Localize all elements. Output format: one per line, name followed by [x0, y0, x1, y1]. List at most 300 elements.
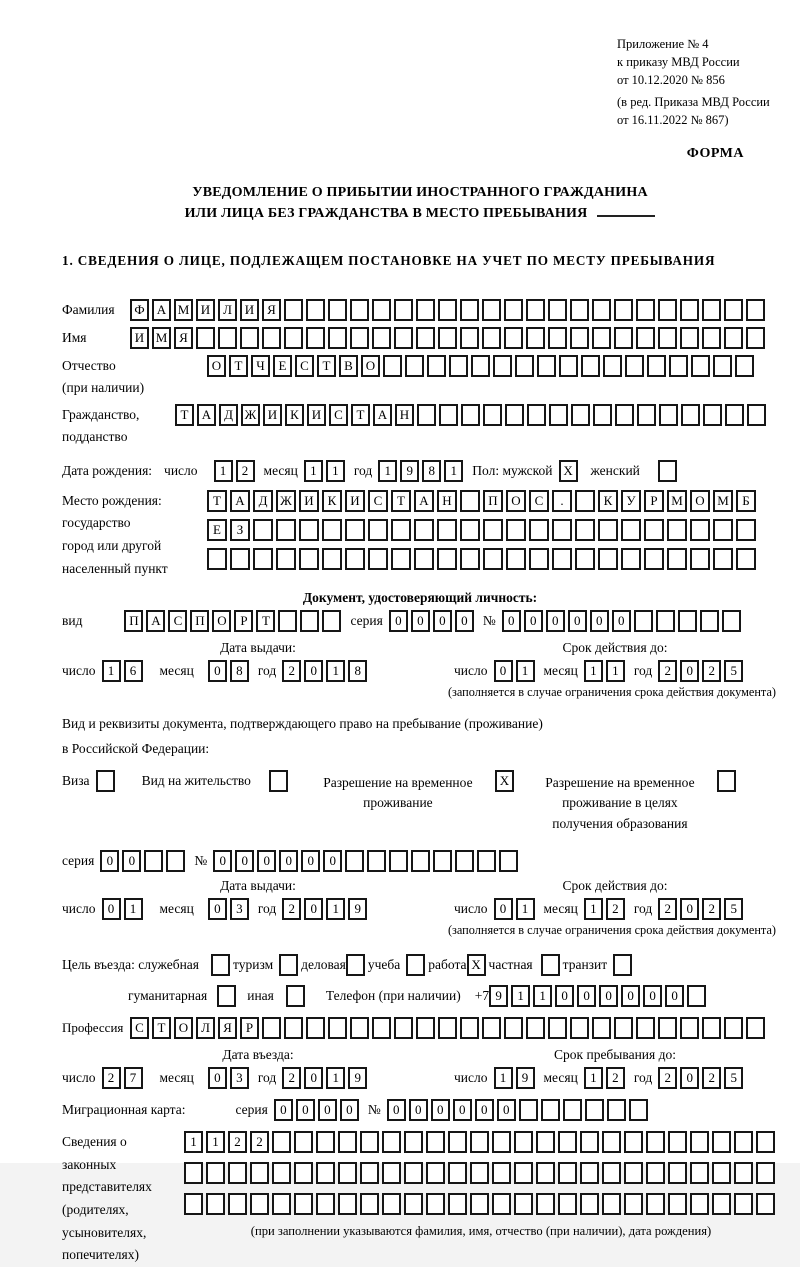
cell[interactable] [448, 1193, 467, 1215]
cell[interactable] [228, 1162, 247, 1184]
cell[interactable]: А [197, 404, 216, 426]
cell[interactable]: Е [273, 355, 292, 377]
cell[interactable] [614, 327, 633, 349]
cell[interactable]: 2 [282, 660, 301, 682]
profession-cells[interactable] [130, 1017, 768, 1039]
cell[interactable]: О [207, 355, 226, 377]
cell[interactable] [338, 1193, 357, 1215]
cell[interactable] [680, 299, 699, 321]
cell[interactable] [659, 404, 678, 426]
cell[interactable]: Е [207, 519, 227, 541]
cell[interactable] [316, 1162, 335, 1184]
cell[interactable] [563, 1099, 582, 1121]
cell[interactable]: 9 [400, 460, 419, 482]
cell[interactable] [724, 327, 743, 349]
resid-valid-month[interactable] [584, 898, 628, 920]
residence-permit-checkbox[interactable] [269, 770, 291, 792]
cell[interactable] [602, 1193, 621, 1215]
cell[interactable]: П [483, 490, 503, 512]
cell[interactable] [471, 355, 490, 377]
cell[interactable] [634, 610, 653, 632]
cell[interactable] [96, 770, 115, 792]
cell[interactable] [526, 299, 545, 321]
resid-valid-year[interactable] [658, 898, 746, 920]
cell[interactable] [322, 548, 342, 570]
cell[interactable] [668, 1193, 687, 1215]
cell[interactable] [636, 1017, 655, 1039]
cell[interactable]: 8 [348, 660, 367, 682]
cell[interactable] [372, 1017, 391, 1039]
cell[interactable] [552, 548, 572, 570]
cell[interactable]: А [146, 610, 165, 632]
cell[interactable] [644, 548, 664, 570]
cell[interactable] [196, 327, 215, 349]
cell[interactable]: X [467, 954, 486, 976]
cell[interactable]: 0 [274, 1099, 293, 1121]
legal-reps-row-1[interactable] [184, 1131, 778, 1153]
cell[interactable]: 0 [257, 850, 276, 872]
cell[interactable] [656, 610, 675, 632]
cell[interactable] [492, 1131, 511, 1153]
cell[interactable] [712, 1162, 731, 1184]
cell[interactable] [570, 299, 589, 321]
cell[interactable] [382, 1193, 401, 1215]
cell[interactable] [526, 327, 545, 349]
purpose-tourism-checkbox[interactable] [279, 954, 301, 976]
cell[interactable]: 2 [702, 1067, 721, 1089]
cell[interactable]: 0 [612, 610, 631, 632]
cell[interactable] [700, 610, 719, 632]
cell[interactable] [549, 404, 568, 426]
cell[interactable] [712, 1131, 731, 1153]
cell[interactable] [602, 1162, 621, 1184]
cell[interactable] [636, 299, 655, 321]
cell[interactable]: 5 [724, 1067, 743, 1089]
cell[interactable] [559, 355, 578, 377]
cell[interactable] [735, 355, 754, 377]
cell[interactable] [438, 1017, 457, 1039]
cell[interactable] [499, 850, 518, 872]
cell[interactable] [756, 1162, 775, 1184]
cell[interactable] [338, 1162, 357, 1184]
resid-issue-month[interactable] [208, 898, 252, 920]
cell[interactable] [218, 327, 237, 349]
cell[interactable]: Ж [276, 490, 296, 512]
cell[interactable] [404, 1131, 423, 1153]
cell[interactable]: Н [437, 490, 457, 512]
cell[interactable]: 0 [431, 1099, 450, 1121]
cell[interactable]: Б [736, 490, 756, 512]
cell[interactable] [406, 954, 425, 976]
cell[interactable] [702, 299, 721, 321]
cell[interactable] [725, 404, 744, 426]
cell[interactable]: 2 [102, 1067, 121, 1089]
cell[interactable] [306, 1017, 325, 1039]
cell[interactable]: 0 [590, 610, 609, 632]
cell[interactable]: 0 [387, 1099, 406, 1121]
cell[interactable]: М [152, 327, 171, 349]
cell[interactable] [734, 1131, 753, 1153]
cell[interactable]: С [130, 1017, 149, 1039]
cell[interactable] [548, 1017, 567, 1039]
cell[interactable]: 0 [389, 610, 408, 632]
cell[interactable]: О [506, 490, 526, 512]
cell[interactable] [286, 985, 305, 1007]
cell[interactable]: Т [317, 355, 336, 377]
cell[interactable]: 2 [282, 898, 301, 920]
cell[interactable] [690, 1131, 709, 1153]
birth-month-cells[interactable] [304, 460, 348, 482]
cell[interactable] [575, 490, 595, 512]
doc-valid-month[interactable] [584, 660, 628, 682]
doc-valid-year[interactable] [658, 660, 746, 682]
cell[interactable] [505, 404, 524, 426]
cell[interactable] [615, 404, 634, 426]
cell[interactable] [460, 299, 479, 321]
cell[interactable] [460, 327, 479, 349]
cell[interactable] [519, 1099, 538, 1121]
cell[interactable] [322, 610, 341, 632]
cell[interactable] [416, 299, 435, 321]
cell[interactable] [621, 519, 641, 541]
cell[interactable]: 1 [516, 898, 535, 920]
cell[interactable] [367, 850, 386, 872]
cell[interactable] [394, 1017, 413, 1039]
legal-reps-row-3[interactable] [184, 1193, 778, 1215]
cell[interactable]: 0 [524, 610, 543, 632]
entry-month[interactable] [208, 1067, 252, 1089]
resid-number-cells[interactable] [213, 850, 521, 872]
cell[interactable]: 2 [606, 1067, 625, 1089]
cell[interactable] [250, 1193, 269, 1215]
cell[interactable] [269, 770, 288, 792]
cell[interactable] [426, 1162, 445, 1184]
name-cells[interactable] [130, 327, 768, 349]
cell[interactable] [184, 1193, 203, 1215]
cell[interactable]: 3 [230, 1067, 249, 1089]
birthplace-row-1[interactable] [207, 490, 759, 512]
cell[interactable]: 5 [724, 660, 743, 682]
cell[interactable] [276, 519, 296, 541]
purpose-humanitarian-checkbox[interactable] [217, 985, 239, 1007]
cell[interactable] [328, 1017, 347, 1039]
cell[interactable]: 0 [455, 610, 474, 632]
cell[interactable]: 0 [304, 898, 323, 920]
cell[interactable]: 0 [304, 660, 323, 682]
cell[interactable] [575, 519, 595, 541]
cell[interactable] [598, 548, 618, 570]
cell[interactable]: 9 [489, 985, 508, 1007]
cell[interactable] [294, 1162, 313, 1184]
cell[interactable]: 2 [606, 898, 625, 920]
cell[interactable] [681, 404, 700, 426]
cell[interactable]: X [495, 770, 514, 792]
cell[interactable]: 0 [680, 898, 699, 920]
cell[interactable] [262, 1017, 281, 1039]
cell[interactable]: 0 [208, 1067, 227, 1089]
cell[interactable]: Т [175, 404, 194, 426]
cell[interactable] [558, 1131, 577, 1153]
cell[interactable] [734, 1193, 753, 1215]
cell[interactable] [678, 610, 697, 632]
cell[interactable] [360, 1193, 379, 1215]
cell[interactable] [724, 299, 743, 321]
cell[interactable] [437, 519, 457, 541]
cell[interactable]: 9 [348, 1067, 367, 1089]
cell[interactable] [756, 1193, 775, 1215]
cell[interactable]: Ж [241, 404, 260, 426]
purpose-official-checkbox[interactable] [211, 954, 233, 976]
cell[interactable] [448, 1131, 467, 1153]
cell[interactable]: У [621, 490, 641, 512]
cell[interactable] [284, 327, 303, 349]
cell[interactable]: Н [395, 404, 414, 426]
cell[interactable] [322, 519, 342, 541]
cell[interactable] [414, 519, 434, 541]
cell[interactable] [658, 327, 677, 349]
cell[interactable]: 1 [214, 460, 233, 482]
cell[interactable] [558, 1162, 577, 1184]
cell[interactable] [328, 299, 347, 321]
cell[interactable] [414, 548, 434, 570]
visa-checkbox[interactable] [96, 770, 118, 792]
cell[interactable] [345, 519, 365, 541]
cell[interactable] [483, 548, 503, 570]
cell[interactable]: Р [240, 1017, 259, 1039]
cell[interactable] [383, 355, 402, 377]
cell[interactable] [537, 355, 556, 377]
cell[interactable] [614, 299, 633, 321]
cell[interactable] [668, 1162, 687, 1184]
temp-residence-checkbox[interactable] [495, 770, 517, 792]
cell[interactable] [294, 1193, 313, 1215]
cell[interactable] [636, 327, 655, 349]
cell[interactable] [368, 519, 388, 541]
cell[interactable]: 1 [584, 1067, 603, 1089]
cell[interactable] [483, 519, 503, 541]
cell[interactable]: О [174, 1017, 193, 1039]
cell[interactable] [368, 548, 388, 570]
surname-cells[interactable] [130, 299, 768, 321]
cell[interactable]: 9 [516, 1067, 535, 1089]
cell[interactable] [580, 1131, 599, 1153]
cell[interactable]: А [414, 490, 434, 512]
cell[interactable]: 3 [230, 898, 249, 920]
cell[interactable]: К [598, 490, 618, 512]
cell[interactable]: 1 [378, 460, 397, 482]
cell[interactable] [702, 327, 721, 349]
cell[interactable]: Л [218, 299, 237, 321]
cell[interactable]: 9 [348, 898, 367, 920]
cell[interactable] [690, 1162, 709, 1184]
cell[interactable]: 0 [213, 850, 232, 872]
cell[interactable] [571, 404, 590, 426]
cell[interactable] [603, 355, 622, 377]
cell[interactable]: Т [256, 610, 275, 632]
cell[interactable]: 0 [208, 660, 227, 682]
cell[interactable]: 1 [304, 460, 323, 482]
cell[interactable]: 0 [546, 610, 565, 632]
cell[interactable] [391, 548, 411, 570]
cell[interactable]: 1 [494, 1067, 513, 1089]
cell[interactable] [598, 519, 618, 541]
cell[interactable] [746, 327, 765, 349]
cell[interactable] [690, 519, 710, 541]
cell[interactable] [536, 1131, 555, 1153]
cell[interactable]: Т [391, 490, 411, 512]
cell[interactable] [338, 1131, 357, 1153]
cell[interactable]: 0 [296, 1099, 315, 1121]
cell[interactable] [207, 548, 227, 570]
cell[interactable] [506, 548, 526, 570]
cell[interactable]: А [152, 299, 171, 321]
cell[interactable]: М [174, 299, 193, 321]
cell[interactable] [279, 954, 298, 976]
cell[interactable] [646, 1131, 665, 1153]
cell[interactable] [404, 1193, 423, 1215]
birthplace-row-3[interactable] [207, 548, 759, 570]
cell[interactable] [515, 355, 534, 377]
cell[interactable] [345, 850, 364, 872]
cell[interactable]: С [529, 490, 549, 512]
cell[interactable] [504, 299, 523, 321]
cell[interactable]: И [130, 327, 149, 349]
cell[interactable] [272, 1162, 291, 1184]
cell[interactable] [691, 355, 710, 377]
cell[interactable] [552, 519, 572, 541]
cell[interactable] [272, 1193, 291, 1215]
sex-male-checkbox[interactable] [559, 460, 581, 482]
cell[interactable] [602, 1131, 621, 1153]
cell[interactable]: 0 [208, 898, 227, 920]
cell[interactable] [470, 1193, 489, 1215]
cell[interactable] [536, 1193, 555, 1215]
cell[interactable] [300, 610, 319, 632]
resid-issue-day[interactable] [102, 898, 146, 920]
cell[interactable] [272, 1131, 291, 1153]
cell[interactable]: Т [207, 490, 227, 512]
cell[interactable] [433, 850, 452, 872]
cell[interactable] [624, 1193, 643, 1215]
cell[interactable] [646, 1162, 665, 1184]
cell[interactable] [394, 299, 413, 321]
cell[interactable] [449, 355, 468, 377]
cell[interactable] [690, 548, 710, 570]
cell[interactable] [541, 1099, 560, 1121]
cell[interactable]: О [212, 610, 231, 632]
cell[interactable] [736, 548, 756, 570]
cell[interactable] [482, 1017, 501, 1039]
birth-day-cells[interactable] [214, 460, 258, 482]
cell[interactable]: 0 [340, 1099, 359, 1121]
cell[interactable] [637, 404, 656, 426]
cell[interactable] [427, 355, 446, 377]
cell[interactable] [328, 327, 347, 349]
cell[interactable] [592, 327, 611, 349]
cell[interactable]: 0 [577, 985, 596, 1007]
cell[interactable] [144, 850, 163, 872]
cell[interactable]: 2 [228, 1131, 247, 1153]
cell[interactable] [736, 519, 756, 541]
cell[interactable]: 2 [702, 898, 721, 920]
cell[interactable]: Я [218, 1017, 237, 1039]
cell[interactable]: Ч [251, 355, 270, 377]
cell[interactable] [460, 548, 480, 570]
cell[interactable]: 1 [516, 660, 535, 682]
cell[interactable] [548, 327, 567, 349]
cell[interactable]: 0 [568, 610, 587, 632]
cell[interactable] [426, 1193, 445, 1215]
cell[interactable] [306, 327, 325, 349]
cell[interactable] [316, 1193, 335, 1215]
cell[interactable] [548, 299, 567, 321]
cell[interactable] [646, 1193, 665, 1215]
cell[interactable] [426, 1131, 445, 1153]
doc-series-cells[interactable] [389, 610, 477, 632]
cell[interactable] [166, 850, 185, 872]
cell[interactable] [621, 548, 641, 570]
cell[interactable] [284, 299, 303, 321]
cell[interactable] [299, 548, 319, 570]
resid-series-cells[interactable] [100, 850, 188, 872]
cell[interactable]: Р [234, 610, 253, 632]
cell[interactable] [482, 299, 501, 321]
cell[interactable]: 8 [230, 660, 249, 682]
cell[interactable]: 1 [326, 660, 345, 682]
migcard-series-cells[interactable] [274, 1099, 362, 1121]
cell[interactable]: Ф [130, 299, 149, 321]
cell[interactable]: М [713, 490, 733, 512]
cell[interactable]: 0 [680, 1067, 699, 1089]
cell[interactable]: 1 [326, 1067, 345, 1089]
cell[interactable] [439, 404, 458, 426]
cell[interactable] [592, 299, 611, 321]
cell[interactable] [461, 404, 480, 426]
cell[interactable]: 0 [621, 985, 640, 1007]
sex-female-checkbox[interactable] [658, 460, 680, 482]
cell[interactable] [541, 954, 560, 976]
cell[interactable] [250, 1162, 269, 1184]
cell[interactable] [211, 954, 230, 976]
cell[interactable]: 8 [422, 460, 441, 482]
cell[interactable]: 1 [584, 898, 603, 920]
doc-type-cells[interactable] [124, 610, 344, 632]
cell[interactable] [240, 327, 259, 349]
cell[interactable] [506, 519, 526, 541]
cell[interactable] [360, 1131, 379, 1153]
cell[interactable] [746, 1017, 765, 1039]
cell[interactable] [437, 548, 457, 570]
cell[interactable]: 2 [236, 460, 255, 482]
cell[interactable] [629, 1099, 648, 1121]
cell[interactable] [734, 1162, 753, 1184]
cell[interactable] [680, 327, 699, 349]
cell[interactable]: 0 [279, 850, 298, 872]
cell[interactable]: 0 [555, 985, 574, 1007]
cell[interactable]: 1 [326, 460, 345, 482]
cell[interactable] [345, 548, 365, 570]
cell[interactable] [514, 1131, 533, 1153]
cell[interactable] [756, 1131, 775, 1153]
cell[interactable] [492, 1193, 511, 1215]
cell[interactable] [391, 519, 411, 541]
cell[interactable] [529, 548, 549, 570]
cell[interactable]: П [124, 610, 143, 632]
cell[interactable] [514, 1193, 533, 1215]
cell[interactable]: 0 [599, 985, 618, 1007]
cell[interactable] [514, 1162, 533, 1184]
cell[interactable] [713, 548, 733, 570]
